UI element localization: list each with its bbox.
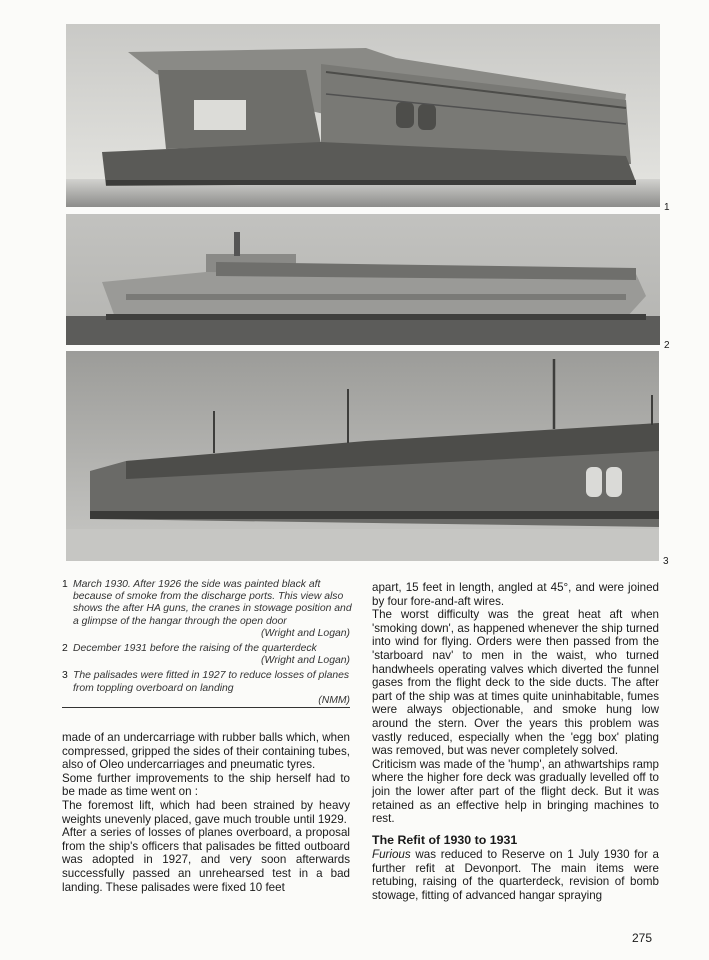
caption-1-number: 1 [62,579,68,590]
caption-1 [62,579,352,640]
photo-2-ship-image [66,214,660,345]
right-paragraph-1: apart, 15 feet in length, angled at 45°, and were joined by four fore-and-aft wires. [372,581,659,608]
refit-text: was reduced to Reserve on 1 July 1930 for a further refit at Devonport. The main items were retubing, raising of the quarterdeck, revision of bomb stowage, fitting of advanced hangar spraying [372,848,659,903]
refit-paragraph [372,848,659,902]
photo-1-number: 1 [664,202,670,213]
caption-2-text: December 1931 before the raising of the quarterdeck [73,643,317,655]
ship-name: Furious [372,848,411,862]
left-paragraph-4: After a series of losses of planes overboard, a proposal from the ship's officers that palisades be fitted outboard was adopted in 1927, and very soon afterwards successfully passed an unrehearsed test in a bad landing. These palisades were fixed 10 feet [62,826,350,894]
right-paragraph-2: The worst difficulty was the great heat aft when 'smoking down', as happened whenever the ship turned into wind for flying. Orders were then passed from the 'starboard nav' to men in the waist, who turned handwheels operating valves which diverted the funnel gases from the flight deck to the side ducts. The after part of the ship was at times quite uninhabitable, fumes were always objectionable, and smoke hung low around the stern. Over the years this problem was vastly reduced, especially when the 'egg box' plating was removed, but was never completely solved. [372,608,659,758]
photo-2 [66,214,660,345]
page-number: 275 [632,931,653,945]
photo-1 [66,24,660,207]
caption-3-number: 3 [62,670,68,682]
caption-1-text: March 1930. After 1926 the side was painted black aft because of smoke from the discharge ports. This view also shows the after HA guns, the cranes in stowage position and a glimpse of the hangar through the open door [73,579,352,627]
photo-2-number: 2 [664,340,670,351]
left-paragraph-3: The foremost lift, which had been strained by heavy weights unevenly placed, gave much trouble until 1929. [62,798,350,826]
caption-divider [62,707,350,708]
caption-3 [62,670,352,707]
photo-3 [66,351,659,561]
caption-2-number: 2 [62,643,68,655]
caption-3-source: (NMM) [318,694,350,706]
left-column [62,731,350,894]
caption-3-text: The palisades were fitted in 1927 to reduce losses of planes from toppling overboard on landing [73,670,350,694]
caption-2 [62,643,352,667]
photo-3-number: 3 [663,556,669,567]
caption-2-source: (Wright and Logan) [261,655,350,667]
section-heading-refit: The Refit of 1930 to 1931 [372,832,518,847]
photo-1-ship-image [66,24,660,207]
right-column [372,581,659,903]
caption-1-source: (Wright and Logan) [261,627,350,639]
photo-3-ship-image [66,351,659,561]
left-paragraph-2: Some further improvements to the ship herself had to be made as time went on : [62,771,350,799]
photo-captions [62,579,352,710]
right-paragraph-3: Criticism was made of the 'hump', an athwartships ramp where the higher fore deck was gradually levelled off to join the lower after part of the flight deck. But it was retained as an effective help in bringing machines to rest. [372,757,659,826]
left-paragraph-1: made of an undercarriage with rubber balls which, when compressed, gripped the sides of their containing tubes, also of Oleo undercarriages and pneumatic tyres. [62,731,350,772]
